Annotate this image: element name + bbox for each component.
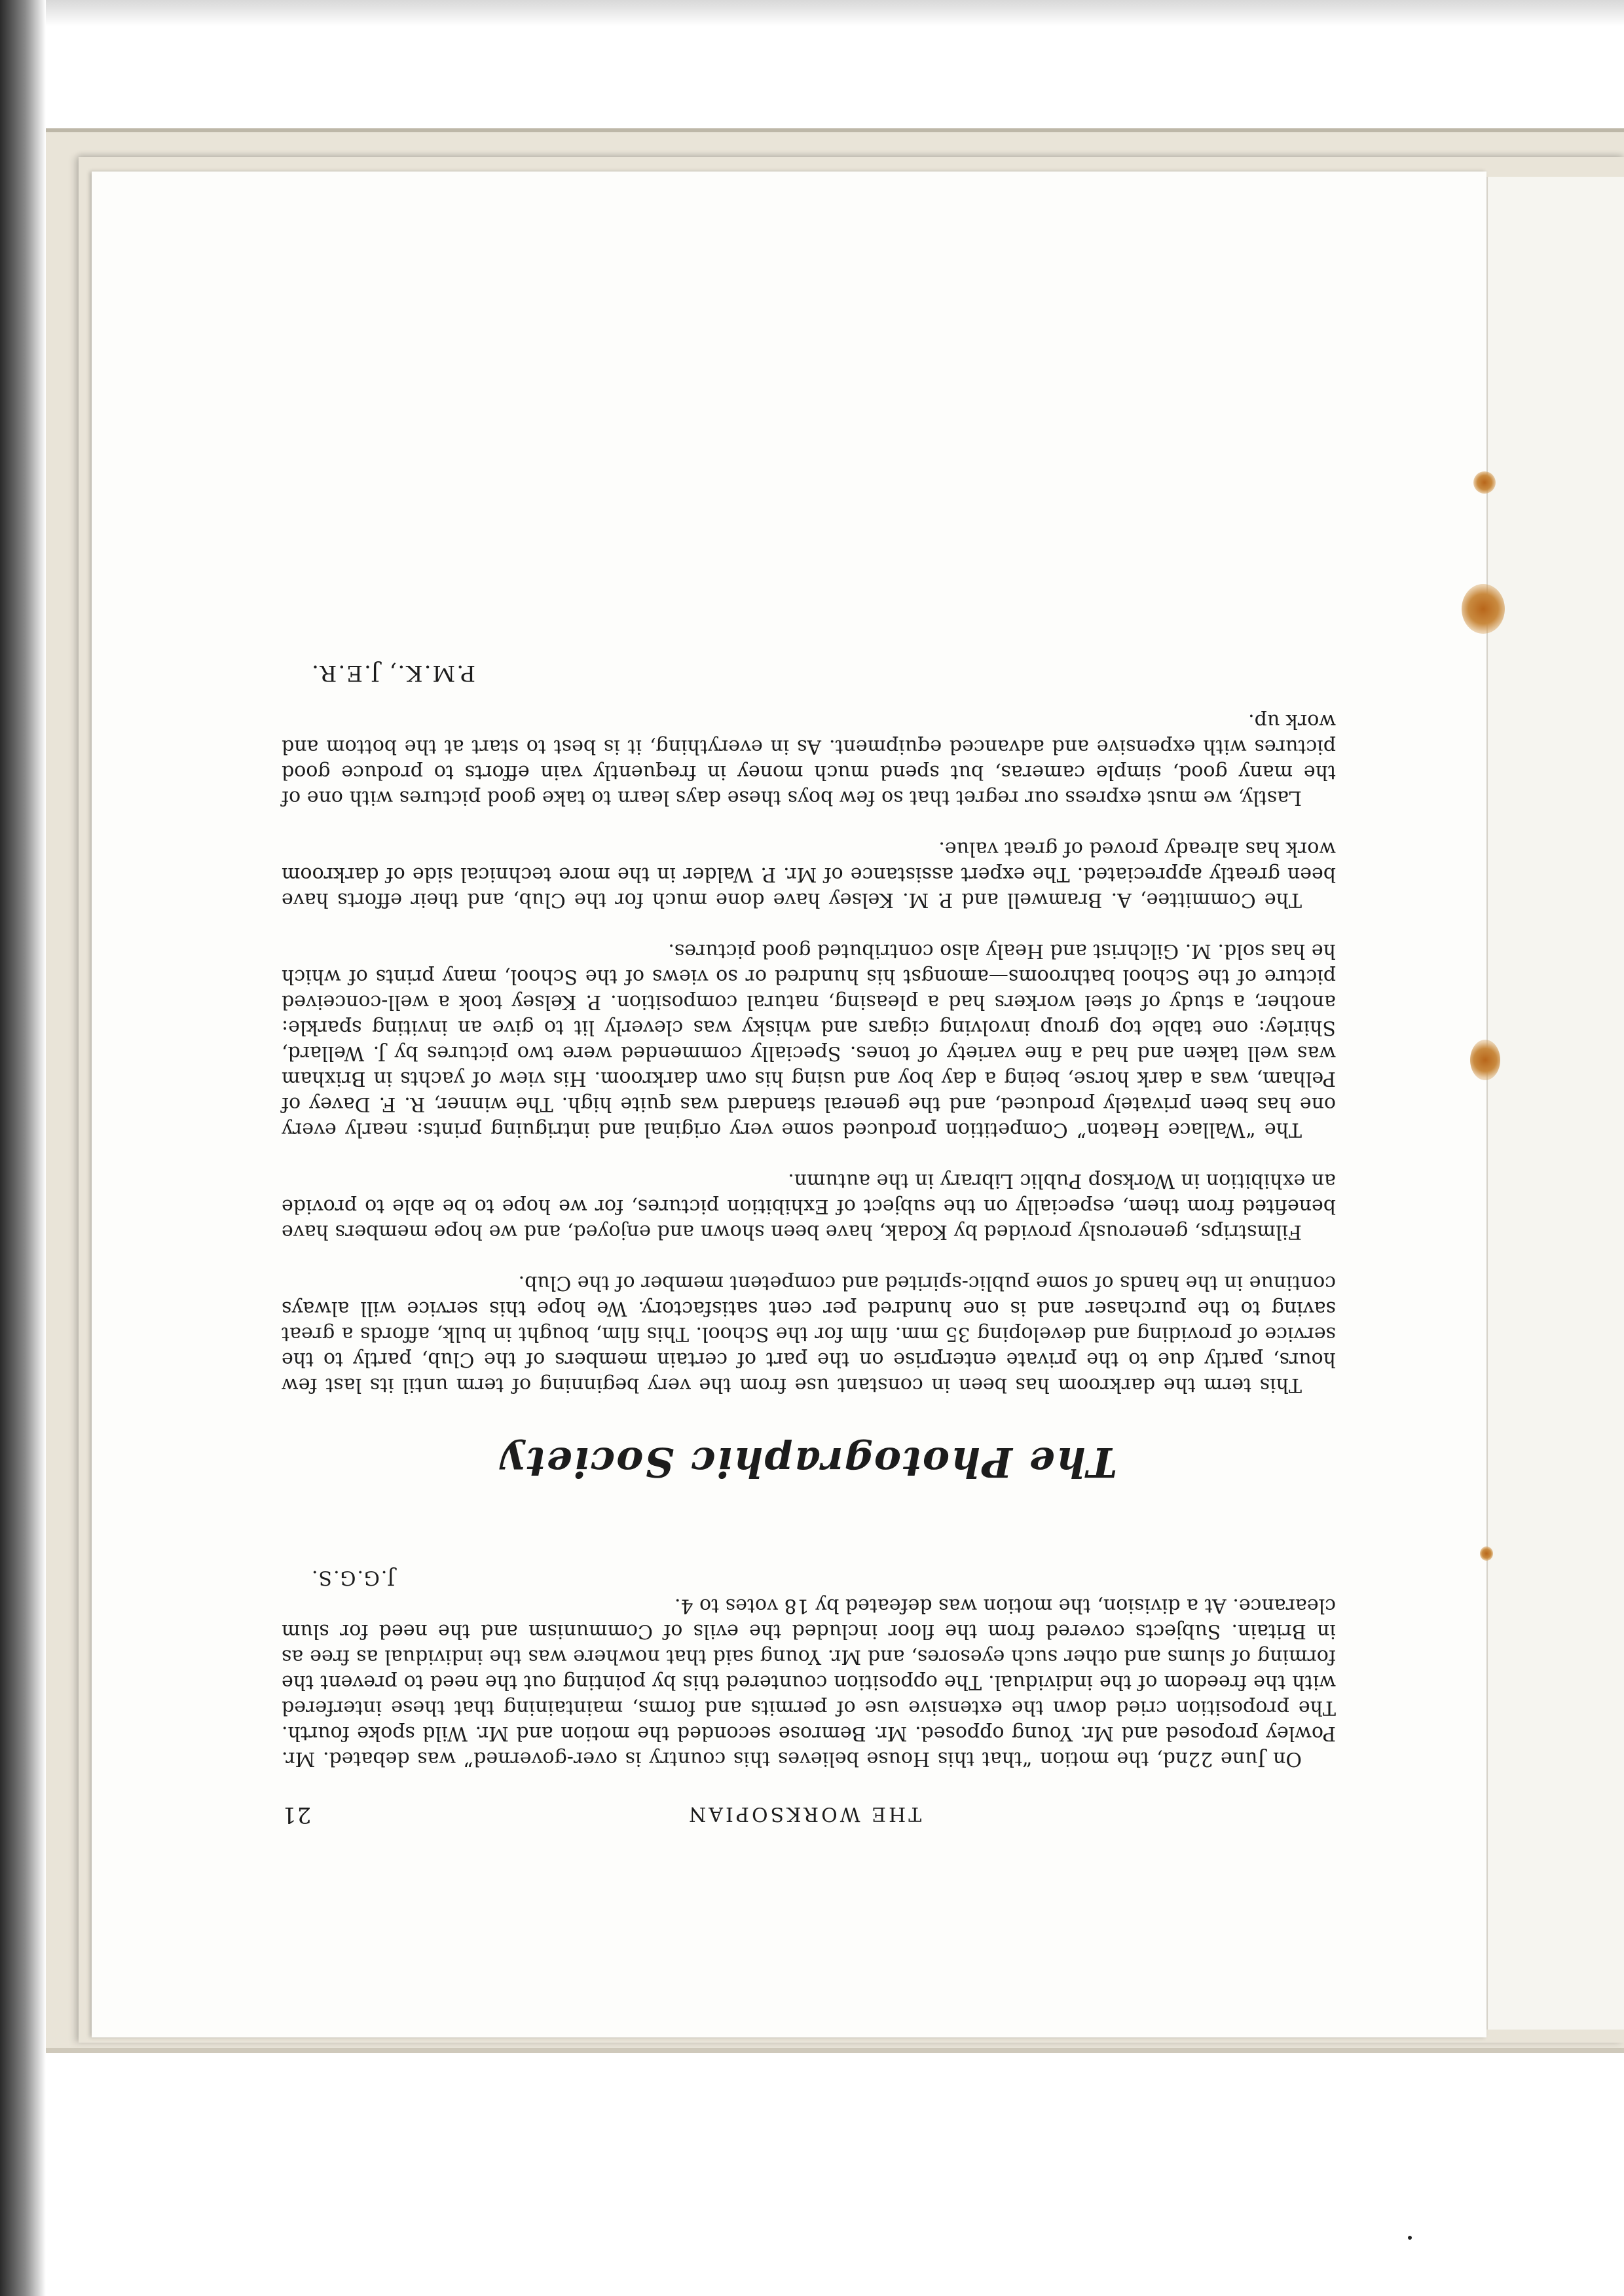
scan-top-shadow [0,0,1624,26]
debate-signature: J.G.G.S. [310,1566,396,1589]
debate-paragraph: On June 22nd, the motion “that this House believes this country is over-governed” was debated. Mr. Powley proposed and Mr. Young opposed. Mr. Bemrose seconded the motion and Mr. Wild spoke fourth. The proposition cried down the extensive use of permits and forms, maintaining that these interfered with the freedom of the individual. The opposition countered this by pointing out the need to prevent the forming of slums and other such eyesores, and Mr. Young said that nowhere was the individual as free as in Britain. Subjects covered from the floor included the evils of Communism and the need for slum clearance. At a division, the motion was defeated by 18 votes to 4. [282,1594,1336,1770]
dust-speck [1408,2236,1412,2240]
page-content-upside-down [92,172,1486,2037]
journal-title: THE WORKSOPIAN [686,1802,922,1825]
paragraph-lastly: Lastly, we must express our regret that so few boys these days learn to take good pictures with one of the many good, simple cameras, but spend much money in frequently vain efforts to produce good pictures with expensive and advanced equipment. As in everything, it is best to start at the bottom and work up. [282,710,1336,809]
page-number: 21 [282,1802,312,1828]
rust-spot [1470,1040,1500,1080]
rust-spot [1480,1546,1493,1561]
paragraph-filmstrips: Filmstrips, generously provided by Kodak, have been shown and enjoyed, and we hope members have benefited from them, especially on the subject of Exhibition pictures, for we hope to be able to provide an exhibition in Worksop Public Library in the autumn. [282,1169,1336,1243]
society-signature: P.M.K., J.E.R. [310,660,476,686]
section-title: The Photographic Society [500,1438,1118,1486]
text-column [282,660,1336,1828]
running-head [282,1802,1336,1828]
book-page [92,172,1486,2037]
paragraph-committee: The Committee, A. Bramwell and P. M. Kelsey have done much for the Club, and their efforts have been greatly appreciated. The expert assistance of Mr. P. Walder in the more technical side of darkroom work has already proved of great value. [282,837,1336,911]
paragraph-darkroom: This term the darkroom has been in constant use from the very beginning of term until its last few hours, partly due to the private enterprise on the part of certain members of the Club, partly to the service of providing and developing 35 mm. film for the School. This film, bought in bulk, affords a great saving to the purchaser and is one hundred per cent satisfactory. We hope this service will always continue in the hands of some public-spirited and competent member of the Club. [282,1271,1336,1396]
rust-spot [1462,584,1505,634]
scan-left-shadow [0,0,46,2296]
paragraph-competition: The “Wallace Heaton” Competition produced some very original and intriguing prints: nearly every one has been privately produced, and the general standard was quite high. The winner, R. F. Davey of Pelham, was a dark horse, being a day boy and using his own darkroom. His view of yachts in Brixham was well taken and had a fine variety of tones. Specially commended were two pictures by J. Wellard, Shirley: one table top group involving cigars and whisky was cleverly lit to give an inviting sparkle: another, a study of steel workers had a pleasing, natural composition. P. Kelsey took a well-conceived picture of the School bathrooms—amongst his hundred or so views of the School, many prints of which he has sold. M. Gilchrist and Healy also contributed good pictures. [282,939,1336,1141]
next-page-edge [1486,177,1624,2030]
rust-spot [1473,471,1496,494]
